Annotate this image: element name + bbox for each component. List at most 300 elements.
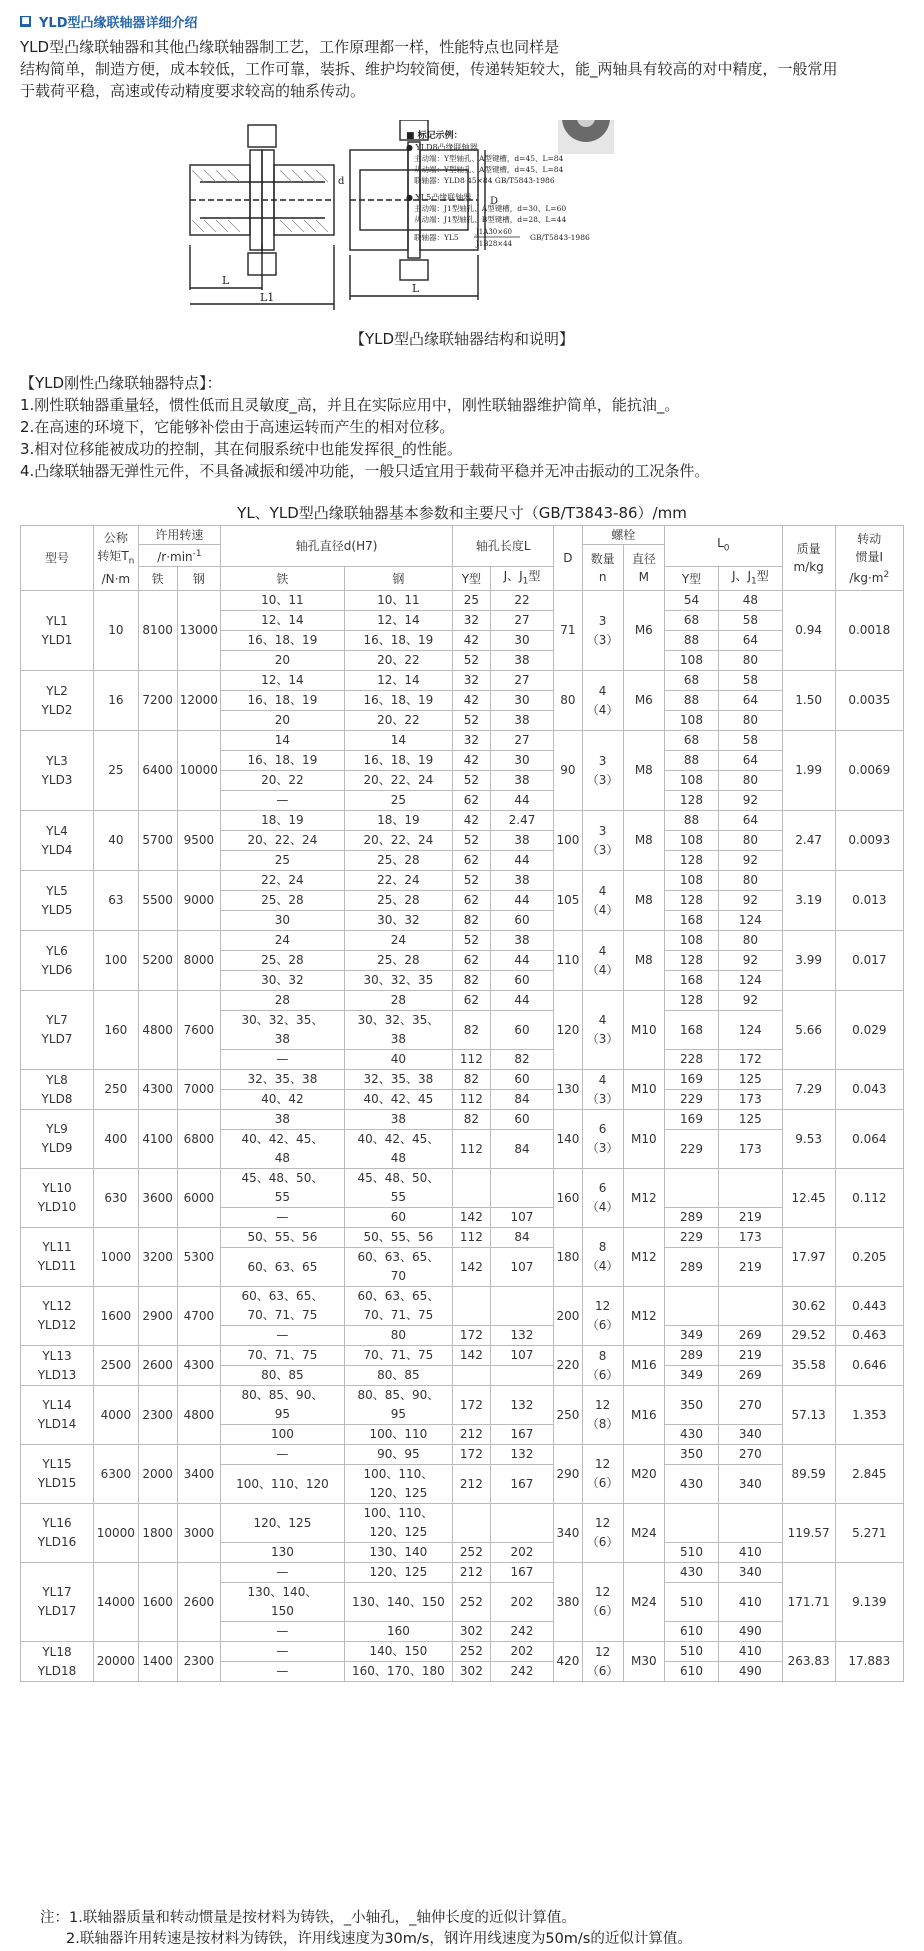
- intro-text: [20, 36, 900, 102]
- model-cell: YL5 YLD5: [21, 871, 94, 931]
- model-cell: YL1 YLD1: [21, 591, 94, 671]
- bore-iron-cell: 45、48、50、 55: [221, 1169, 345, 1208]
- len-J-cell: [490, 1169, 554, 1208]
- len-Y-cell: 25: [453, 591, 491, 611]
- speed-iron-cell: 5200: [138, 931, 177, 991]
- col-mass: [782, 526, 835, 591]
- len-J-cell: 107: [490, 1248, 554, 1287]
- D-cell: 110: [554, 931, 582, 991]
- bolt-dia-cell: M12: [623, 1287, 664, 1346]
- L0-J-cell: 340: [719, 1425, 783, 1445]
- L0-J-cell: 80: [719, 711, 783, 731]
- table-row: [21, 1169, 904, 1208]
- bore-iron-cell: —: [221, 1445, 345, 1465]
- bore-iron-cell: 120、125: [221, 1504, 345, 1543]
- L0-Y-cell: 108: [664, 871, 718, 891]
- mass-cell: 1.99: [782, 731, 835, 811]
- L0-Y-cell: 128: [664, 991, 718, 1011]
- L0-J-cell: 58: [719, 611, 783, 631]
- L0-Y-cell: 229: [664, 1228, 718, 1248]
- L0-Y-cell: 168: [664, 1011, 718, 1050]
- speed-steel-cell: 4700: [177, 1287, 221, 1346]
- M-label: M: [638, 569, 649, 584]
- L0-J-cell: 80: [719, 771, 783, 791]
- L0-J-cell: 64: [719, 631, 783, 651]
- mass-cell: 35.58: [782, 1346, 835, 1386]
- L0-Y-cell: [664, 1287, 718, 1326]
- D-cell: 160: [554, 1169, 582, 1228]
- mass-cell: 0.94: [782, 591, 835, 671]
- col-model: 型号: [21, 526, 94, 591]
- len-Y-cell: 172: [453, 1326, 491, 1346]
- table-row: [21, 871, 904, 891]
- table-row: [21, 991, 904, 1011]
- bolt-dia-cell: M8: [623, 931, 664, 991]
- spec-table-head: [21, 526, 904, 591]
- ex2-numerator: J1A30×60: [476, 228, 512, 236]
- speed-iron-cell: 8100: [138, 591, 177, 671]
- bolt-qty-cell: 3 （3）: [582, 811, 623, 871]
- bolt-dia-cell: M30: [623, 1642, 664, 1682]
- feature-item: 3.相对位移能被成功的控制，其在伺服系统中也能发挥很_的性能。: [20, 440, 462, 458]
- L0-J-cell: 173: [719, 1090, 783, 1110]
- L0-J-cell: 270: [719, 1386, 783, 1425]
- ex1-line: 从动端：Y型轴孔、A型键槽，d=45、L=84: [414, 165, 564, 174]
- bolt-dia-cell: M6: [623, 671, 664, 731]
- len-Y-cell: 62: [453, 891, 491, 911]
- bore-steel-cell: 130、140、150: [344, 1583, 452, 1622]
- bore-steel-cell: 30、32: [344, 911, 452, 931]
- bore-steel-cell: 16、18、19: [344, 691, 452, 711]
- bore-steel-cell: 100、110、 120、125: [344, 1465, 452, 1504]
- J-tail: 型: [756, 569, 769, 583]
- len-Y-cell: 52: [453, 931, 491, 951]
- len-J-cell: 38: [490, 711, 554, 731]
- L0-Y-cell: 68: [664, 731, 718, 751]
- spec-table: [20, 525, 904, 1682]
- bolt-dia-cell: M8: [623, 731, 664, 811]
- ex2-denominator: J1B28×44: [476, 240, 513, 248]
- torque-cell: 250: [93, 1070, 138, 1110]
- len-Y-cell: 62: [453, 851, 491, 871]
- inertia-cell: 9.139: [835, 1563, 903, 1642]
- col-dia: [623, 545, 664, 591]
- L0-Y-cell: 128: [664, 791, 718, 811]
- model-cell: YL16 YLD16: [21, 1504, 94, 1563]
- L0-J-cell: 48: [719, 591, 783, 611]
- len-Y-cell: 32: [453, 671, 491, 691]
- len-J-cell: 38: [490, 931, 554, 951]
- speed-steel-cell: 6800: [177, 1110, 221, 1169]
- mass-cell: 3.19: [782, 871, 835, 931]
- L0-Y-cell: 108: [664, 651, 718, 671]
- len-J-cell: 2.47: [490, 811, 554, 831]
- speed-iron-cell: 5500: [138, 871, 177, 931]
- bolt-qty-cell: 12 （6）: [582, 1642, 623, 1682]
- L0-J-cell: 92: [719, 791, 783, 811]
- inertia-cell: 0.443: [835, 1287, 903, 1326]
- mass-cell: 1.50: [782, 671, 835, 731]
- bolt-qty-cell: 8 （4）: [582, 1228, 623, 1287]
- torque-unit: /N·m: [101, 571, 131, 586]
- bolt-qty-cell: 4 （3）: [582, 991, 623, 1070]
- len-Y-cell: 52: [453, 771, 491, 791]
- L0-J-cell: 173: [719, 1130, 783, 1169]
- model-cell: YL4 YLD4: [21, 811, 94, 871]
- dim-d-label: d: [338, 176, 345, 187]
- inertia-cell: 0.029: [835, 991, 903, 1070]
- bolt-qty-cell: 3 （3）: [582, 731, 623, 811]
- dia-label: 直径: [631, 551, 656, 566]
- torque-cell: 4000: [93, 1386, 138, 1445]
- torque-cell: 160: [93, 991, 138, 1070]
- speed-steel-cell: 4800: [177, 1386, 221, 1445]
- bore-iron-cell: 12、14: [221, 671, 345, 691]
- torque-cell: 1000: [93, 1228, 138, 1287]
- speed-steel-cell: 8000: [177, 931, 221, 991]
- table-row: [21, 1287, 904, 1326]
- torque-cell: 10: [93, 591, 138, 671]
- len-Y-cell: 112: [453, 1090, 491, 1110]
- mass-cell: 29.52: [782, 1326, 835, 1346]
- bolt-qty-cell: 12 （6）: [582, 1445, 623, 1504]
- feature-item: 1.刚性联轴器重量轻，惯性低而且灵敏度_高，并且在实际应用中，刚性联轴器维护简单，能抗油_。: [20, 396, 680, 414]
- len-Y-cell: 112: [453, 1050, 491, 1070]
- col-inertia: [835, 526, 903, 591]
- len-J-cell: 60: [490, 1011, 554, 1050]
- L0-Y-cell: 169: [664, 1070, 718, 1090]
- len-Y-cell: 112: [453, 1228, 491, 1248]
- L0-J-cell: 64: [719, 811, 783, 831]
- len-J-cell: 107: [490, 1208, 554, 1228]
- L0-Y-cell: [664, 1169, 718, 1208]
- mass-cell: 9.53: [782, 1110, 835, 1169]
- bolt-qty-cell: 12 （6）: [582, 1563, 623, 1642]
- speed-steel-cell: 2600: [177, 1563, 221, 1642]
- speed-iron-cell: 3600: [138, 1169, 177, 1228]
- bolt-dia-cell: M10: [623, 1070, 664, 1110]
- bolt-dia-cell: M10: [623, 1110, 664, 1169]
- model-cell: YL6 YLD6: [21, 931, 94, 991]
- len-Y-cell: 172: [453, 1445, 491, 1465]
- L0-Y-cell: 350: [664, 1386, 718, 1425]
- len-J-cell: 84: [490, 1228, 554, 1248]
- len-J-cell: 30: [490, 691, 554, 711]
- L0-J-cell: 92: [719, 891, 783, 911]
- bore-iron-cell: 16、18、19: [221, 751, 345, 771]
- L0-J-cell: 124: [719, 1011, 783, 1050]
- table-row: [21, 1563, 904, 1583]
- intro-line: 结构简单，制造方便，成本较低，工作可靠，装拆、维护均较简便，传递转矩较大，能_两轴具有较高的对中精度，一般常用: [20, 60, 838, 78]
- D-cell: 100: [554, 811, 582, 871]
- L0-Y-cell: 54: [664, 591, 718, 611]
- table-row: [21, 591, 904, 611]
- mass-cell: 3.99: [782, 931, 835, 991]
- bore-steel-cell: 14: [344, 731, 452, 751]
- len-J-cell: 84: [490, 1090, 554, 1110]
- bore-iron-cell: —: [221, 1563, 345, 1583]
- table-row: [21, 1070, 904, 1090]
- L0-Y-cell: 510: [664, 1583, 718, 1622]
- coupling-structure-drawing: [180, 120, 770, 310]
- D-cell: 140: [554, 1110, 582, 1169]
- len-Y-cell: 82: [453, 971, 491, 991]
- inertia-sup: 2: [883, 569, 890, 580]
- bolt-dia-cell: M24: [623, 1504, 664, 1563]
- table-row: [21, 1346, 904, 1366]
- speed-unit-cell: [138, 545, 220, 567]
- D-cell: 220: [554, 1346, 582, 1386]
- len-Y-cell: 212: [453, 1425, 491, 1445]
- bore-iron-cell: —: [221, 1050, 345, 1070]
- note-2: 2.联轴器许用转速是按材料为铸铁，许用线速度为30m/s，钢许用线速度为50m/s的近似计算值。: [66, 1931, 692, 1947]
- inertia-cell: 2.845: [835, 1445, 903, 1504]
- L0-J-cell: 80: [719, 931, 783, 951]
- torque-cell: 1600: [93, 1287, 138, 1346]
- len-J-cell: 82: [490, 1050, 554, 1070]
- dim-L1-label: L1: [260, 291, 275, 304]
- bore-iron-cell: 130、140、 150: [221, 1583, 345, 1622]
- D-cell: 71: [554, 591, 582, 671]
- L0-Y-cell: 68: [664, 671, 718, 691]
- L0-Y-cell: 88: [664, 691, 718, 711]
- bolt-dia-cell: M10: [623, 991, 664, 1070]
- bore-iron-cell: 18、19: [221, 811, 345, 831]
- L0-Y-cell: 168: [664, 971, 718, 991]
- len-J-cell: 44: [490, 791, 554, 811]
- len-J: [490, 567, 554, 591]
- L0-Y-cell: 430: [664, 1563, 718, 1583]
- speed-steel-cell: 13000: [177, 591, 221, 671]
- speed-steel-cell: 4300: [177, 1346, 221, 1386]
- torque-cell: 2500: [93, 1346, 138, 1386]
- model-cell: YL17 YLD17: [21, 1563, 94, 1642]
- notes: [40, 1908, 692, 1950]
- len-J-cell: 44: [490, 951, 554, 971]
- bolt-dia-cell: M8: [623, 811, 664, 871]
- L0-Y-cell: 430: [664, 1465, 718, 1504]
- torque-cell: 63: [93, 871, 138, 931]
- mark-title: ■ 标记示例：: [406, 131, 463, 141]
- len-Y-cell: 82: [453, 1110, 491, 1130]
- coupling-left-view: [190, 125, 334, 310]
- qty-label: 数量: [590, 551, 615, 566]
- L0-J-cell: 410: [719, 1543, 783, 1563]
- speed-iron-cell: 4100: [138, 1110, 177, 1169]
- bore-iron-cell: 80、85: [221, 1366, 345, 1386]
- bore-steel-cell: 160: [344, 1622, 452, 1642]
- L0-J-cell: 92: [719, 991, 783, 1011]
- model-cell: YL12 YLD12: [21, 1287, 94, 1346]
- L0-Y-cell: 289: [664, 1248, 718, 1287]
- len-Y-cell: 32: [453, 731, 491, 751]
- inertia-cell: 1.353: [835, 1386, 903, 1445]
- bolt-dia-cell: M8: [623, 871, 664, 931]
- figure-caption: 【YLD型凸缘联轴器结构和说明】: [349, 330, 575, 348]
- L0-Y-cell: 88: [664, 631, 718, 651]
- L0-J-cell: 219: [719, 1248, 783, 1287]
- L0-J-cell: [719, 1287, 783, 1326]
- intro-line: YLD型凸缘联轴器和其他凸缘联轴器制工艺，工作原理都一样，性能特点也同样是: [20, 38, 560, 56]
- bore-steel-cell: 40、42、45: [344, 1090, 452, 1110]
- L0-J-cell: 340: [719, 1465, 783, 1504]
- len-Y-cell: 62: [453, 791, 491, 811]
- L0-J-cell: 219: [719, 1208, 783, 1228]
- torque-cell: 100: [93, 931, 138, 991]
- inertia-cell: 0.0035: [835, 671, 903, 731]
- speed-iron-cell: 1800: [138, 1504, 177, 1563]
- speed-steel-cell: 10000: [177, 731, 221, 811]
- mass-cell: 17.97: [782, 1228, 835, 1287]
- feature-item: 2.在高速的环境下，它能够补偿由于高速运转而产生的相对位移。: [20, 418, 455, 436]
- D-cell: 180: [554, 1228, 582, 1287]
- inertia-cell: 0.043: [835, 1070, 903, 1110]
- len-Y-cell: [453, 1169, 491, 1208]
- bullet-icon: ■: [21, 16, 30, 26]
- torque-cell: 16: [93, 671, 138, 731]
- bore-iron-cell: 100: [221, 1425, 345, 1445]
- L0-J-cell: 490: [719, 1662, 783, 1682]
- L0-Y-cell: 510: [664, 1642, 718, 1662]
- L0-J-cell: 58: [719, 731, 783, 751]
- bore-steel-cell: 80: [344, 1326, 452, 1346]
- inertia-cell: 0.013: [835, 871, 903, 931]
- bore-iron-cell: 38: [221, 1110, 345, 1130]
- bore-iron-cell: 25: [221, 851, 345, 871]
- intro-line: 于载荷平稳，高速或传动精度要求较高的轴系传动。: [20, 82, 366, 100]
- len-Y-cell: 32: [453, 611, 491, 631]
- bore-steel-cell: 25: [344, 791, 452, 811]
- bolt-dia-cell: M24: [623, 1563, 664, 1642]
- torque-cell: 40: [93, 811, 138, 871]
- L0-J-cell: 92: [719, 951, 783, 971]
- L0-Y-cell: 430: [664, 1425, 718, 1445]
- features-title: 【YLD刚性凸缘联轴器特点】：: [20, 374, 222, 392]
- L0-J-cell: 269: [719, 1366, 783, 1386]
- L0-J-cell: 125: [719, 1110, 783, 1130]
- len-J-cell: 44: [490, 891, 554, 911]
- L0-sub: 0: [723, 543, 730, 554]
- model-cell: YL18 YLD18: [21, 1642, 94, 1682]
- bore-iron-cell: 28: [221, 991, 345, 1011]
- table-row: [21, 1504, 904, 1543]
- len-Y-cell: [453, 1366, 491, 1386]
- L0-Y-cell: 229: [664, 1090, 718, 1110]
- bore-iron-cell: 40、42、45、 48: [221, 1130, 345, 1169]
- len-Y-cell: 42: [453, 631, 491, 651]
- len-J-cell: 60: [490, 1110, 554, 1130]
- L0-J-cell: 269: [719, 1326, 783, 1346]
- torque-cell: 20000: [93, 1642, 138, 1682]
- L0-J: [719, 567, 783, 591]
- L0-Y-cell: 349: [664, 1326, 718, 1346]
- bore-steel-cell: 25、28: [344, 851, 452, 871]
- bore-steel-cell: 16、18、19: [344, 751, 452, 771]
- bore-iron-cell: 16、18、19: [221, 691, 345, 711]
- len-Y-cell: 82: [453, 911, 491, 931]
- bore-iron-cell: 14: [221, 731, 345, 751]
- bore-steel-cell: 10、11: [344, 591, 452, 611]
- L0-Y-cell: 610: [664, 1622, 718, 1642]
- bore-iron-cell: —: [221, 1662, 345, 1682]
- torque-cell: 14000: [93, 1563, 138, 1642]
- len-J-cell: 60: [490, 1070, 554, 1090]
- L0-J-cell: 270: [719, 1445, 783, 1465]
- L0-J-cell: [719, 1504, 783, 1543]
- bore-iron-cell: —: [221, 1642, 345, 1662]
- L0-Y-cell: 169: [664, 1110, 718, 1130]
- L0-J-cell: 490: [719, 1622, 783, 1642]
- ex2-line: 从动端：J1型轴孔、B型键槽，d=28、L=44: [414, 215, 567, 224]
- bore-steel: 钢: [344, 567, 452, 591]
- bore-steel-cell: 80、85、90、 95: [344, 1386, 452, 1425]
- bore-iron-cell: 25、28: [221, 951, 345, 971]
- L0-J-cell: 58: [719, 671, 783, 691]
- speed-iron-cell: 5700: [138, 811, 177, 871]
- ex2-title: ● YL5凸缘联轴器: [406, 193, 472, 202]
- bore-iron-cell: 130: [221, 1543, 345, 1563]
- spec-table-body: [21, 591, 904, 1682]
- len-Y-cell: 302: [453, 1622, 491, 1642]
- L0-J-cell: 64: [719, 751, 783, 771]
- L0-J-cell: 64: [719, 691, 783, 711]
- L0-J-cell: 173: [719, 1228, 783, 1248]
- bolt-qty-cell: 4 （4）: [582, 871, 623, 931]
- J-sub: 1: [522, 576, 529, 587]
- mass-cell: 5.66: [782, 991, 835, 1070]
- J-sub: 1: [751, 576, 757, 587]
- bore-iron-cell: 20: [221, 711, 345, 731]
- torque-h1: 公称: [103, 530, 128, 545]
- mass-cell: 171.71: [782, 1563, 835, 1642]
- bore-steel-cell: 20、22、24: [344, 771, 452, 791]
- inertia-cell: 0.0069: [835, 731, 903, 811]
- len-J-cell: [490, 1287, 554, 1326]
- bore-iron-cell: 22、24: [221, 871, 345, 891]
- D-cell: 200: [554, 1287, 582, 1346]
- J-label: J、J: [731, 569, 752, 583]
- bore-iron-cell: 50、55、56: [221, 1228, 345, 1248]
- n-label: n: [598, 569, 607, 584]
- L0-J-cell: 172: [719, 1050, 783, 1070]
- speed-steel-cell: 2300: [177, 1642, 221, 1682]
- len-J-cell: 30: [490, 631, 554, 651]
- speed-steel: 钢: [177, 567, 221, 591]
- bore-iron-cell: 40、42: [221, 1090, 345, 1110]
- L0-J-cell: 410: [719, 1642, 783, 1662]
- D-cell: 290: [554, 1445, 582, 1504]
- len-J-cell: 107: [490, 1346, 554, 1366]
- speed-steel-cell: 7000: [177, 1070, 221, 1110]
- bore-steel-cell: 60、63、65、 70、71、75: [344, 1287, 452, 1326]
- len-Y-cell: 142: [453, 1346, 491, 1366]
- inertia-unit: /kg·m: [849, 570, 884, 585]
- L0-J-cell: 410: [719, 1583, 783, 1622]
- bore-steel-cell: 22、24: [344, 871, 452, 891]
- col-torque: [93, 526, 138, 591]
- section-header: [20, 12, 198, 31]
- bore-steel-cell: 12、14: [344, 671, 452, 691]
- len-J-cell: 22: [490, 591, 554, 611]
- L0-J-cell: 80: [719, 871, 783, 891]
- bore-iron-cell: 16、18、19: [221, 631, 345, 651]
- speed-steel-cell: 7600: [177, 991, 221, 1070]
- bore-steel-cell: 30、32、35: [344, 971, 452, 991]
- table-row: [21, 1445, 904, 1465]
- bore-steel-cell: 24: [344, 931, 452, 951]
- len-J-cell: 27: [490, 671, 554, 691]
- len-Y-cell: 142: [453, 1248, 491, 1287]
